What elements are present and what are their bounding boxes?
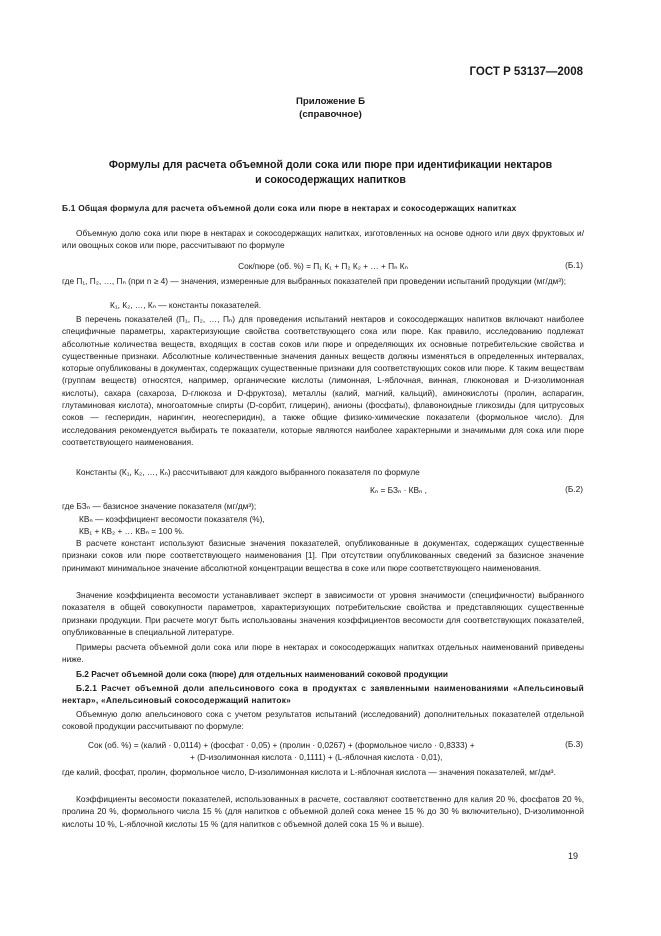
paragraph: Объемную долю сока или пюре в нектарах и сокосодержащих напитках, изготовленных на основе одного или двух фруктовых и/или овощных соков или пюре, рассчитывают по формуле: [62, 228, 584, 251]
formula-b2: Кₙ = БЗₙ · КВₙ ,: [370, 485, 427, 495]
appendix-label: [0, 95, 661, 121]
section-heading-b2: Б.2 Расчет объемной доли сока (пюре) для отдельных наименований соковой продукции: [76, 669, 448, 679]
formula-b1: Сок/пюре (об. %) = П₁ К₁ + П₂ К₂ + … + Пₙ Кₙ: [238, 261, 408, 271]
page-number: 19: [567, 851, 578, 861]
paragraph: Примеры расчета объемной доли сока или пюре в нектарах и сокосодержащих напитках отдельных наименований приведены ниже.: [62, 642, 584, 665]
page-title: [60, 158, 601, 188]
formula-explanation: где БЗₙ — базисное значение показателя (мг/дм³);: [62, 501, 257, 511]
formula-explanation: где П₁, П₂, …, Пₙ (при n ≥ 4) — значения, измеренные для выбранных показателей при проведении испытаний продукции (мг/дм³);: [62, 276, 567, 286]
title-line1: Формулы для расчета объемной доли сока или пюре при идентификации нектаров: [108, 159, 553, 171]
formula-number: (Б.2): [565, 484, 583, 494]
formula-b3-line1: Сок (об. %) = (калий · 0,0114) + (фосфат · 0,05) + (пролин · 0,0267) + (формольное число · 0,8333) +: [88, 740, 475, 750]
formula-b3-line2: + (D-изолимонная кислота · 0,1111) + (L-яблочная кислота · 0,01),: [190, 752, 443, 762]
paragraph: Константы (К₁, К₂, …, Кₙ) рассчитывают для каждого выбранного показателя по формуле: [76, 467, 420, 477]
formula-explanation: где калий, фосфат, пролин, формольное число, D-изолимонная кислота и L-яблочная кислота — значения показателей, мг/дм³.: [62, 767, 556, 777]
subsection-heading-b21: Б.2.1 Расчет объемной доли апельсинового сока в продуктах с заявленными наименованиями «Апельсиновый нектар», «Апельсиновый сокосодержащий напиток»: [62, 683, 584, 706]
formula-explanation: К₁, К₂, …, Кₙ — константы показателей.: [110, 300, 262, 310]
paragraph: Коэффициенты весомости показателей, использованных в расчете, составляют соответственно для калия 20 %, фосфатов 20 %, пролина 20 %, формольного числа 15 % (для напитков с объемной долей сока менее 15 % до 30 % включительно), D-изолимонной кислоты 10 %, L-яблочной кислоты 15 % (для напитков с объемной долей сока 15 % и выше).: [62, 794, 584, 829]
paragraph: В расчете констант используют базисные значения показателей, опубликованные в документах, содержащих существенные признаки соков или пюре соответствующего наименования [1]. При отсутствии опубликованных сведений за базисное значение принимают минимальное значение абсолютной концентрации вещества в соке или пюре соответствующего наименования.: [62, 538, 584, 573]
formula-number: (Б.3): [565, 739, 583, 749]
paragraph: Значение коэффициента весомости устанавливает эксперт в зависимости от уровня значимости (специфичности) выбранного показателя в общей совокупности параметров, характеризующих потребительские свойства и представляющих существенные признаки продукции. При расчете могут быть использованы значения коэффициентов весомости для соответствующих показателей, опубликованные в специальной литературе.: [62, 590, 584, 637]
formula-explanation: КВ₁ + КВ₂ + … КВₙ = 100 %.: [79, 526, 185, 536]
appendix-line2: (справочное): [299, 109, 362, 120]
document-header: ГОСТ Р 53137—2008: [469, 66, 583, 78]
title-line2: и сокосодержащих напитков: [255, 174, 406, 186]
formula-number: (Б.1): [565, 260, 583, 270]
section-heading-b1: Б.1 Общая формула для расчета объемной доли сока или пюре в нектарах и сокосодержащих напитках: [62, 203, 517, 213]
paragraph: В перечень показателей (П₁, П₂, …, Пₙ) для проведения испытаний нектаров и сокосодержащих напитков включают наиболее специфичные параметры, характеризующие свойства соответствующего сока или пюре. Как правило, исследованию подлежат абсолютные количества веществ, входящих в состав соков или пюре и определяющих их основные потребительские свойства и существенные признаки. Абсолютные количественные значения данных веществ должны изменяться в определенных интервалах, которые опубликованы в документах, содержащих существенные признаки для соответствующих соков или пюре. К таким веществам (группам веществ) относятся, например, органические кислоты (лимонная, L-яблочная, винная, глюконовая и D-изолимонная кислоты), сахара (сахароза, D-глюкоза и D-фруктоза), металлы (калий, магний, кальций), аминокислоты (пролин, аспарагин, глутаминовая кислота), многоатомные спирты (D-сорбит, глицерин), анионы (фосфаты), флавоноидные гликозиды (для цитрусовых соков — гесперидин, нарингин, неогесперидин), а также общие физико-химические показатели (формольное число). Для исследования рекомендуется выбирать те показатели, которые являются наиболее характерными и значимыми для сока или пюре соответствующего наименования.: [62, 314, 584, 447]
formula-explanation: КВₙ — коэффициент весомости показателя (%),: [79, 514, 265, 524]
appendix-line1: Приложение Б: [296, 96, 365, 107]
paragraph: Объемную долю апельсинового сока с учетом результатов испытаний (исследований) дополнительных показателей отдельной соковой продукции рассчитывают по формуле:: [62, 709, 584, 732]
